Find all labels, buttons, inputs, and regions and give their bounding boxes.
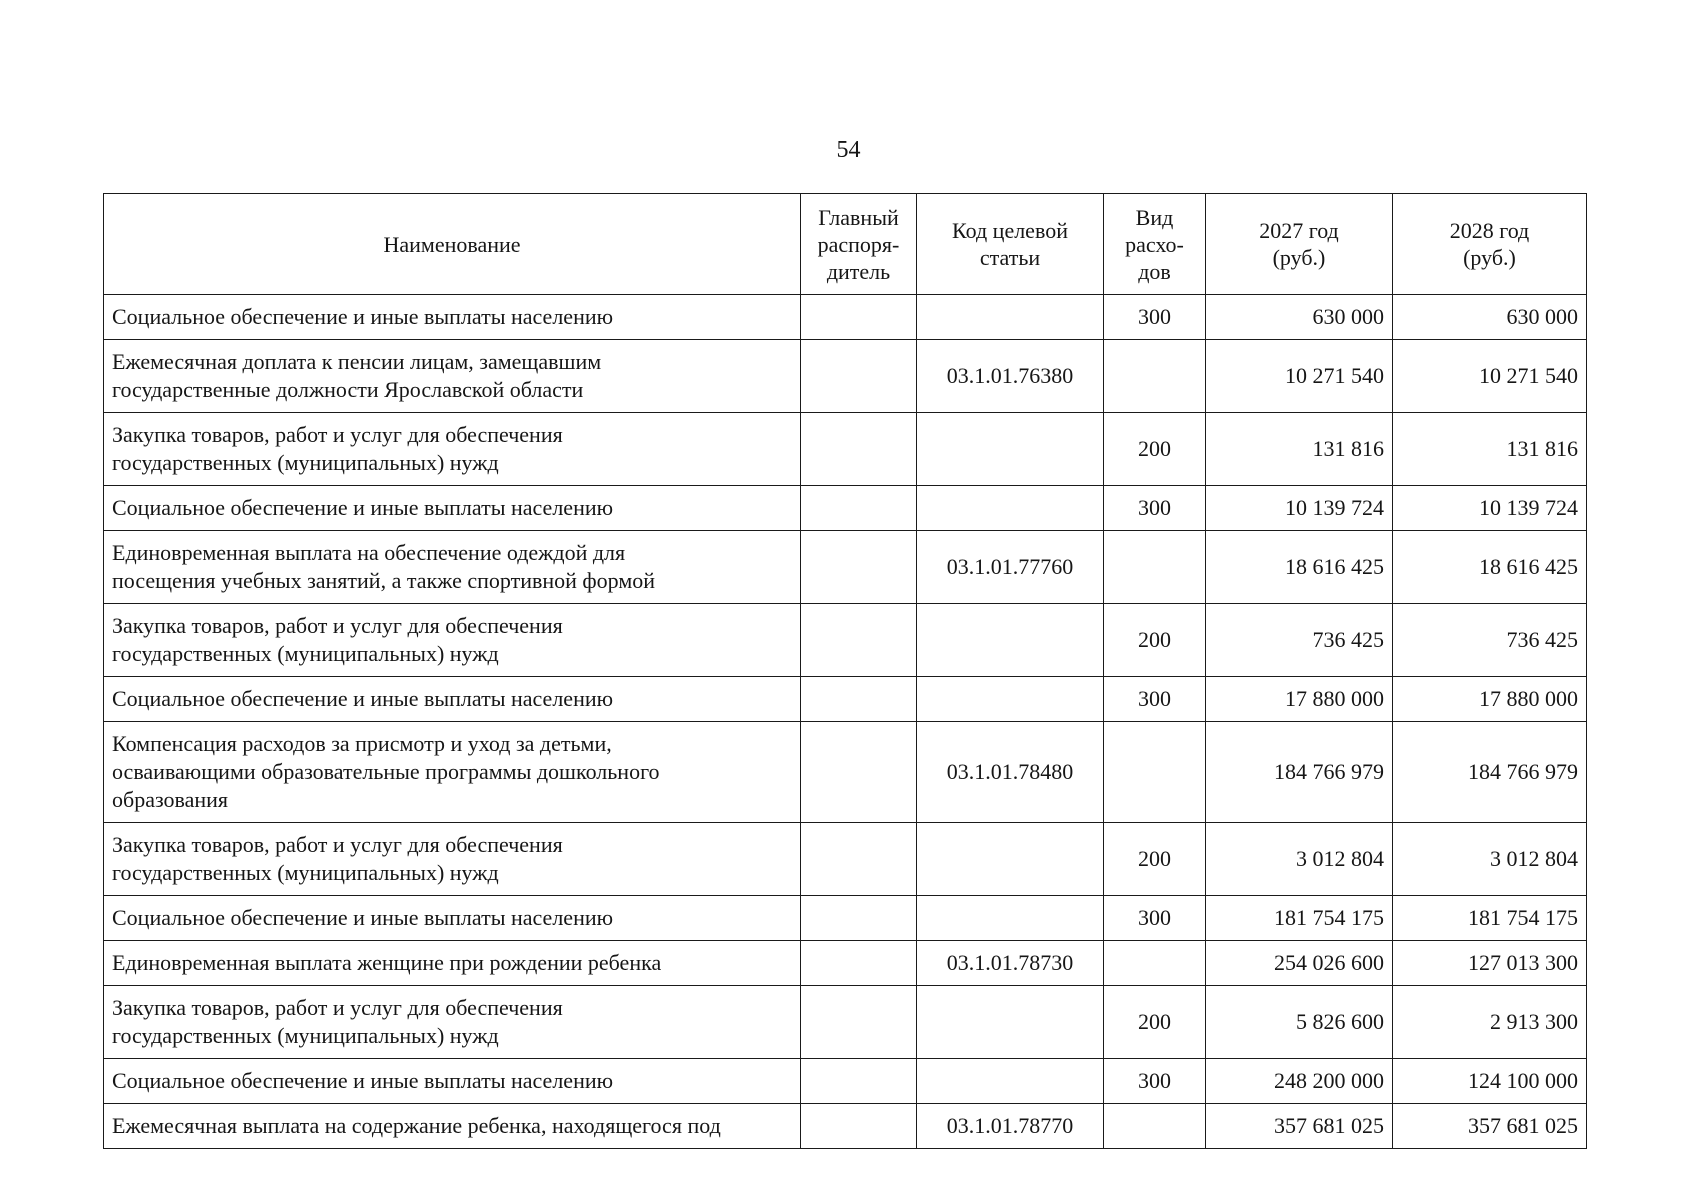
- table-row: [104, 896, 1587, 941]
- table-row: [104, 413, 1587, 486]
- header-expense-type: Вид расхо- дов: [1104, 194, 1206, 295]
- row-name: Закупка товаров, работ и услуг для обеспечения государственных (муниципальных) нужд: [104, 823, 801, 896]
- row-code: [917, 486, 1104, 531]
- row-value-2028: 3 012 804: [1393, 823, 1587, 896]
- row-expense-type: 300: [1104, 1059, 1206, 1104]
- header-year-2028: 2028 год (руб.): [1393, 194, 1587, 295]
- table-row: [104, 486, 1587, 531]
- row-expense-type: [1104, 340, 1206, 413]
- row-value-2028: 127 013 300: [1393, 941, 1587, 986]
- row-manager: [801, 823, 917, 896]
- table-row: [104, 604, 1587, 677]
- row-manager: [801, 1059, 917, 1104]
- row-name: Единовременная выплата на обеспечение одеждой для посещения учебных занятий, а также спортивной формой: [104, 531, 801, 604]
- row-value-2027: 18 616 425: [1206, 531, 1393, 604]
- row-manager: [801, 941, 917, 986]
- row-expense-type: [1104, 722, 1206, 823]
- row-value-2028: 17 880 000: [1393, 677, 1587, 722]
- table-row: [104, 677, 1587, 722]
- row-code: 03.1.01.78730: [917, 941, 1104, 986]
- row-manager: [801, 486, 917, 531]
- row-manager: [801, 677, 917, 722]
- table-header-row: [104, 194, 1587, 295]
- row-name: Социальное обеспечение и иные выплаты населению: [104, 295, 801, 340]
- row-name: Закупка товаров, работ и услуг для обеспечения государственных (муниципальных) нужд: [104, 604, 801, 677]
- row-value-2027: 736 425: [1206, 604, 1393, 677]
- row-code: 03.1.01.76380: [917, 340, 1104, 413]
- row-name: Единовременная выплата женщине при рождении ребенка: [104, 941, 801, 986]
- row-value-2027: 131 816: [1206, 413, 1393, 486]
- table-row: [104, 722, 1587, 823]
- table-row: [104, 340, 1587, 413]
- row-value-2028: 736 425: [1393, 604, 1587, 677]
- row-value-2027: 5 826 600: [1206, 986, 1393, 1059]
- row-expense-type: [1104, 531, 1206, 604]
- row-name: Ежемесячная доплата к пенсии лицам, замещавшим государственные должности Ярославской области: [104, 340, 801, 413]
- table-row: [104, 1104, 1587, 1149]
- row-expense-type: 200: [1104, 823, 1206, 896]
- row-name: Закупка товаров, работ и услуг для обеспечения государственных (муниципальных) нужд: [104, 413, 801, 486]
- header-name: Наименование: [104, 194, 801, 295]
- table-row: [104, 295, 1587, 340]
- row-code: [917, 1059, 1104, 1104]
- row-expense-type: 300: [1104, 486, 1206, 531]
- row-value-2028: 630 000: [1393, 295, 1587, 340]
- row-expense-type: [1104, 1104, 1206, 1149]
- row-value-2028: 10 139 724: [1393, 486, 1587, 531]
- row-expense-type: 200: [1104, 986, 1206, 1059]
- row-value-2027: 10 139 724: [1206, 486, 1393, 531]
- row-value-2028: 131 816: [1393, 413, 1587, 486]
- row-name: Компенсация расходов за присмотр и уход за детьми, осваивающими образовательные программы дошкольного образования: [104, 722, 801, 823]
- row-value-2028: 10 271 540: [1393, 340, 1587, 413]
- row-expense-type: 200: [1104, 604, 1206, 677]
- row-expense-type: 300: [1104, 295, 1206, 340]
- row-code: [917, 295, 1104, 340]
- row-code: [917, 677, 1104, 722]
- row-manager: [801, 340, 917, 413]
- row-value-2028: 18 616 425: [1393, 531, 1587, 604]
- row-value-2027: 184 766 979: [1206, 722, 1393, 823]
- row-manager: [801, 604, 917, 677]
- row-name: Социальное обеспечение и иные выплаты населению: [104, 486, 801, 531]
- row-manager: [801, 986, 917, 1059]
- row-code: 03.1.01.78770: [917, 1104, 1104, 1149]
- row-expense-type: 300: [1104, 896, 1206, 941]
- row-code: [917, 604, 1104, 677]
- row-value-2028: 2 913 300: [1393, 986, 1587, 1059]
- row-manager: [801, 295, 917, 340]
- header-code: Код целевой статьи: [917, 194, 1104, 295]
- row-code: [917, 896, 1104, 941]
- row-value-2027: 181 754 175: [1206, 896, 1393, 941]
- row-manager: [801, 896, 917, 941]
- row-expense-type: 300: [1104, 677, 1206, 722]
- row-code: [917, 823, 1104, 896]
- table-row: [104, 823, 1587, 896]
- table-row: [104, 986, 1587, 1059]
- row-manager: [801, 1104, 917, 1149]
- row-code: [917, 986, 1104, 1059]
- header-manager: Главный распоря- дитель: [801, 194, 917, 295]
- row-code: [917, 413, 1104, 486]
- table-row: [104, 531, 1587, 604]
- row-value-2027: 248 200 000: [1206, 1059, 1393, 1104]
- row-expense-type: [1104, 941, 1206, 986]
- row-manager: [801, 413, 917, 486]
- row-value-2027: 357 681 025: [1206, 1104, 1393, 1149]
- row-code: 03.1.01.77760: [917, 531, 1104, 604]
- row-value-2028: 181 754 175: [1393, 896, 1587, 941]
- row-expense-type: 200: [1104, 413, 1206, 486]
- row-value-2027: 17 880 000: [1206, 677, 1393, 722]
- row-value-2028: 357 681 025: [1393, 1104, 1587, 1149]
- row-manager: [801, 531, 917, 604]
- row-name: Социальное обеспечение и иные выплаты населению: [104, 677, 801, 722]
- row-value-2027: 10 271 540: [1206, 340, 1393, 413]
- row-value-2028: 184 766 979: [1393, 722, 1587, 823]
- budget-table: [103, 193, 1587, 1149]
- row-value-2027: 3 012 804: [1206, 823, 1393, 896]
- row-value-2028: 124 100 000: [1393, 1059, 1587, 1104]
- row-name: Социальное обеспечение и иные выплаты населению: [104, 896, 801, 941]
- table-row: [104, 1059, 1587, 1104]
- row-manager: [801, 722, 917, 823]
- row-value-2027: 254 026 600: [1206, 941, 1393, 986]
- row-code: 03.1.01.78480: [917, 722, 1104, 823]
- row-name: Социальное обеспечение и иные выплаты населению: [104, 1059, 801, 1104]
- row-value-2027: 630 000: [1206, 295, 1393, 340]
- page-number: 54: [836, 137, 861, 163]
- header-year-2027: 2027 год (руб.): [1206, 194, 1393, 295]
- row-name: Ежемесячная выплата на содержание ребенка, находящегося под: [104, 1104, 801, 1149]
- row-name: Закупка товаров, работ и услуг для обеспечения государственных (муниципальных) нужд: [104, 986, 801, 1059]
- table-row: [104, 941, 1587, 986]
